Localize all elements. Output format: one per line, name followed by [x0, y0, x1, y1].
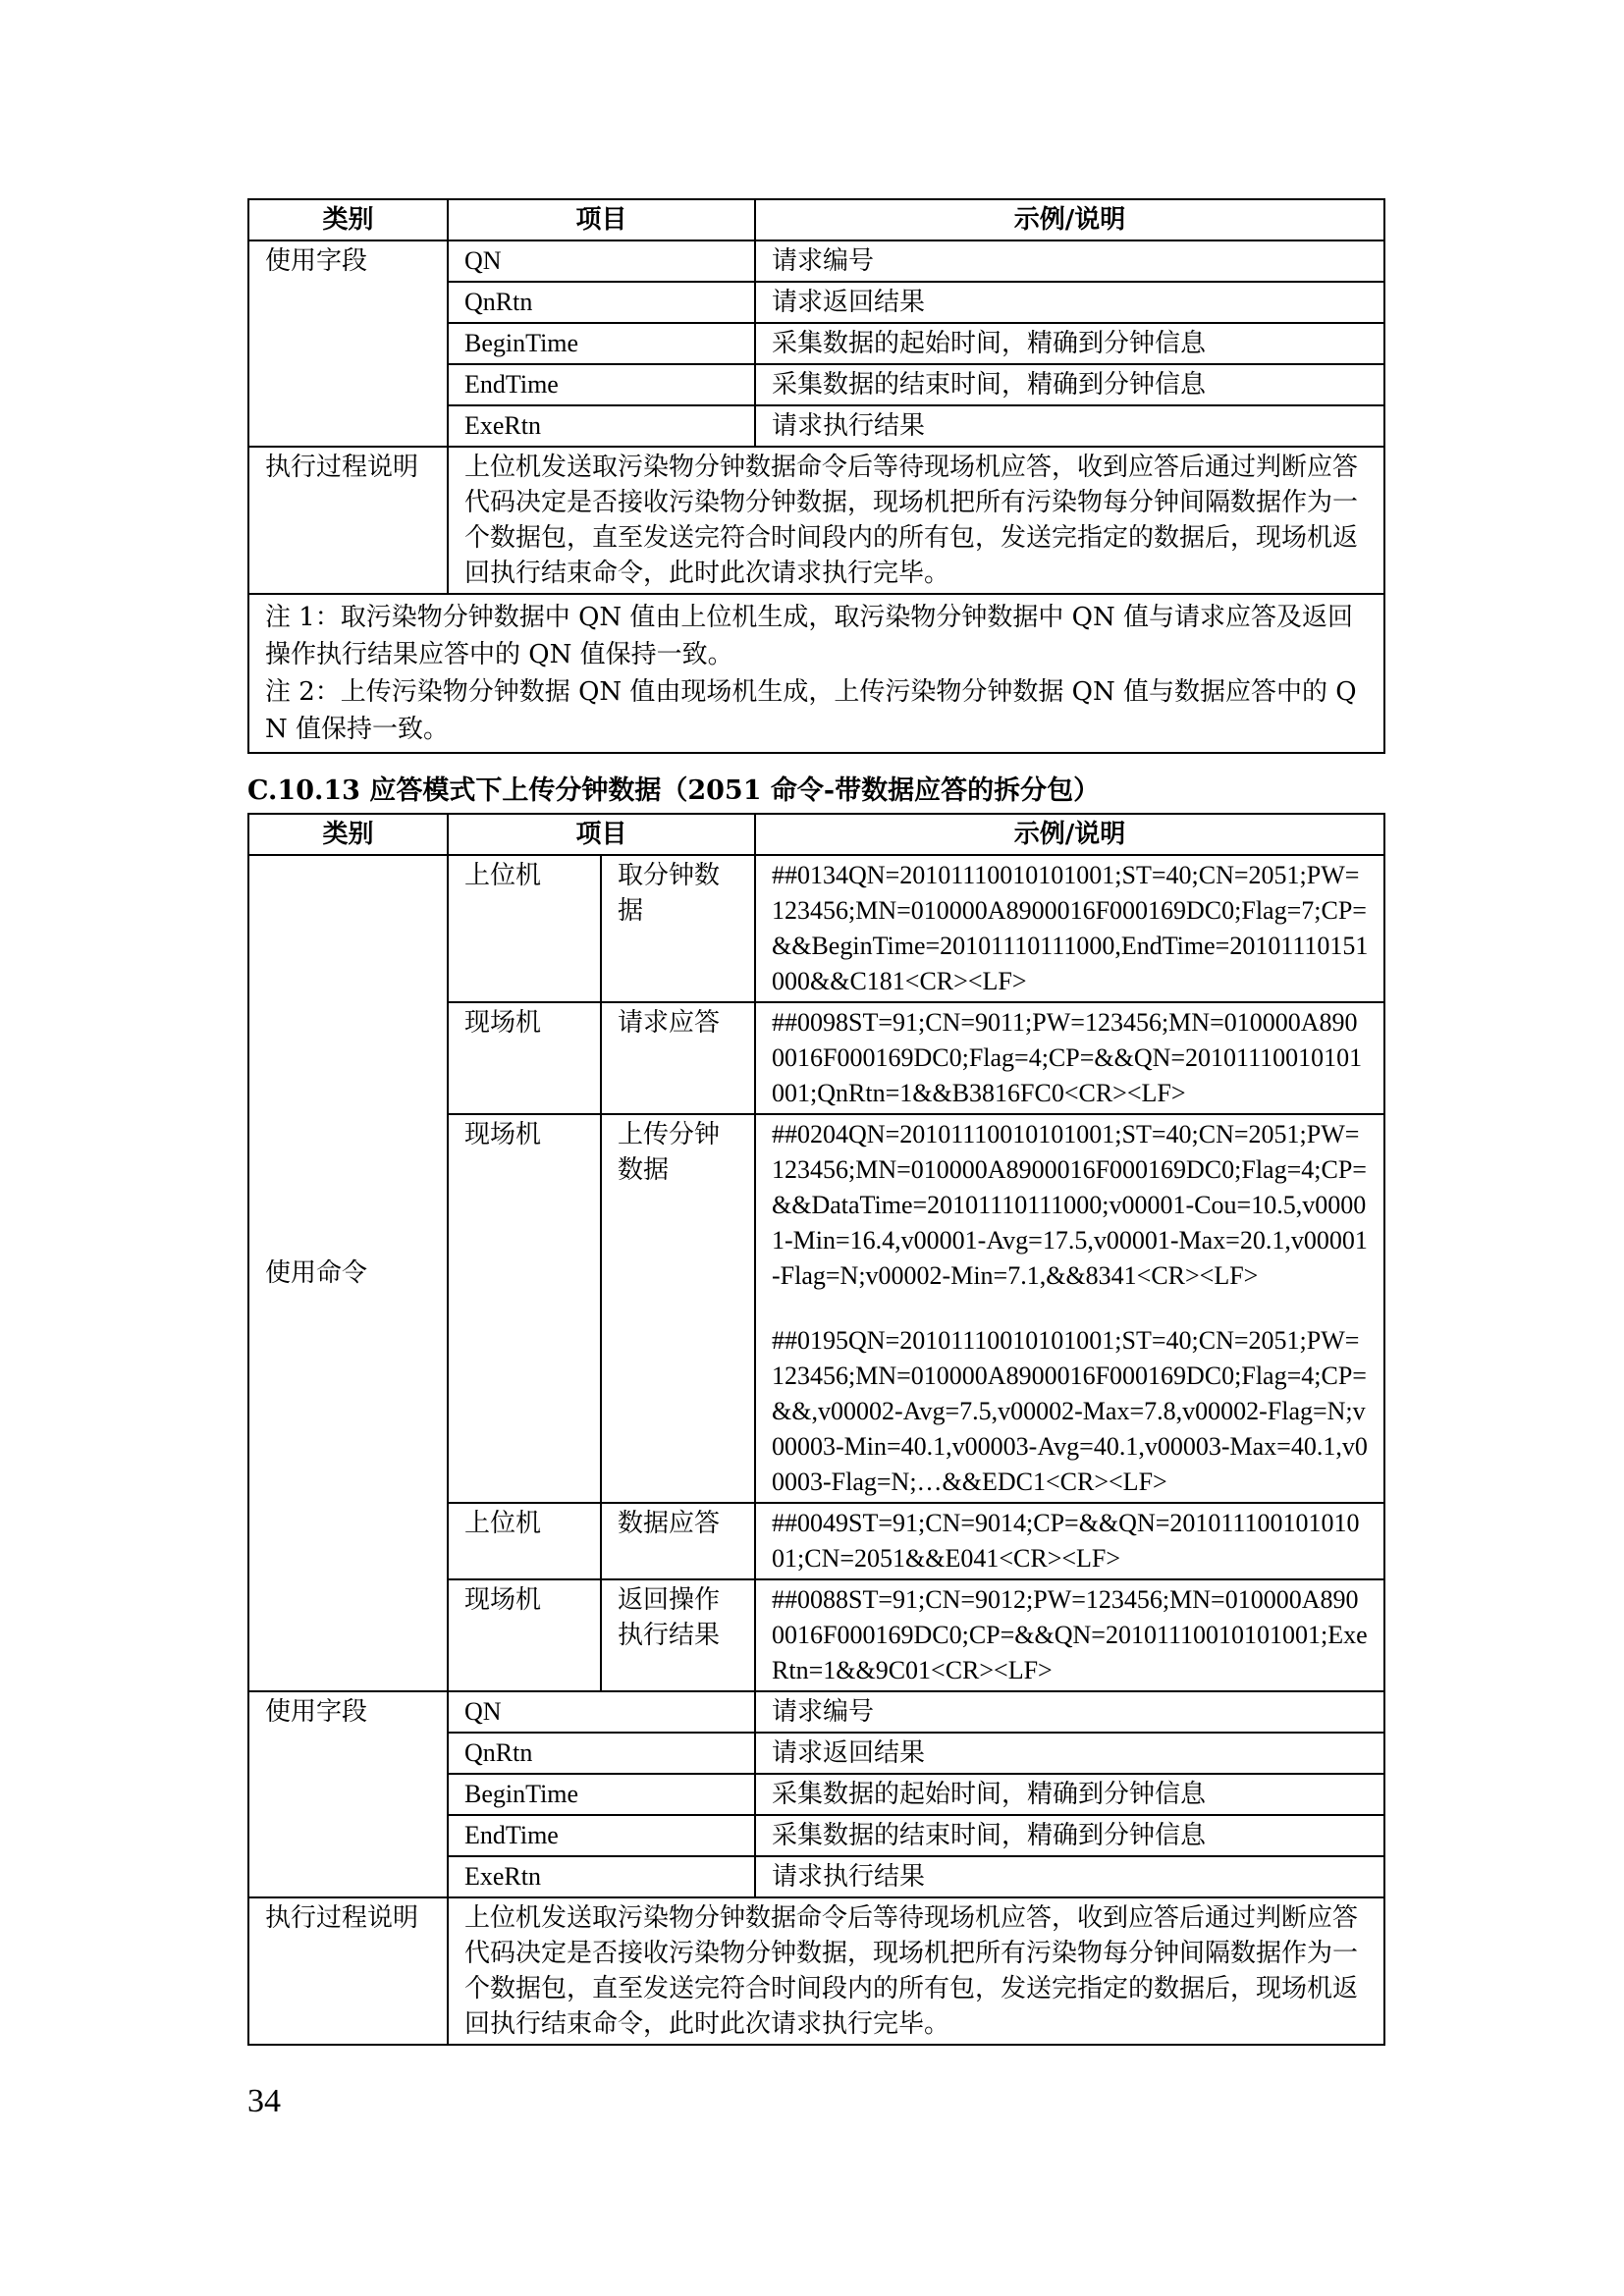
command-example: ##0088ST=91;CN=9012;PW=123456;MN=010000A8900016F000169DC0;CP=&&QN=20101110010101001;ExeRtn=1&&9C01<CR><LF> [755, 1579, 1384, 1691]
process-label: 执行过程说明 [248, 1897, 448, 2045]
field-name: BeginTime [448, 323, 755, 364]
table-row [248, 1691, 1384, 1733]
header-example: 示例/说明 [755, 814, 1384, 855]
command-example-2: ##0195QN=20101110010101001;ST=40;CN=2051;PW=123456;MN=010000A8900016F000169DC0;Flag=4;CP=&&,v00002-Avg=7.5,v00002-Max=7.8,v00002-Flag=N;v00003-Min=40.1,v00003-Avg=40.1,v00003-Max=40.1,v00003-Flag=N;…&&EDC1<CR><LF> [772, 1326, 1368, 1496]
header-category: 类别 [248, 814, 448, 855]
field-name: ExeRtn [448, 405, 755, 447]
field-desc: 采集数据的起始时间，精确到分钟信息 [755, 323, 1384, 364]
field-name: QnRtn [448, 1733, 755, 1774]
command-action: 上传分钟数据 [601, 1114, 755, 1503]
header-category: 类别 [248, 199, 448, 240]
fields-table-continued [247, 198, 1385, 754]
field-name: QnRtn [448, 282, 755, 323]
command-action: 取分钟数据 [601, 855, 755, 1002]
field-desc: 请求执行结果 [755, 1856, 1384, 1897]
command-party: 现场机 [448, 1002, 601, 1114]
notes-cell [248, 594, 1384, 753]
process-text: 上位机发送取污染物分钟数据命令后等待现场机应答，收到应答后通过判断应答代码决定是否接收污染物分钟数据，现场机把所有污染物每分钟间隔数据作为一个数据包，直至发送完符合时间段内的所有包，发送完指定的数据后，现场机返回执行结束命令，此时此次请求执行完毕。 [448, 1897, 1384, 2045]
field-desc: 请求编号 [755, 240, 1384, 282]
table-row [248, 240, 1384, 282]
table-row [248, 1897, 1384, 2045]
command-table [247, 813, 1385, 2046]
table-row [248, 855, 1384, 1002]
command-party: 上位机 [448, 1503, 601, 1579]
field-name: ExeRtn [448, 1856, 755, 1897]
field-name: BeginTime [448, 1774, 755, 1815]
process-label: 执行过程说明 [248, 447, 448, 594]
commands-label: 使用命令 [248, 855, 448, 1691]
command-party: 现场机 [448, 1114, 601, 1503]
command-action: 请求应答 [601, 1002, 755, 1114]
field-name: EndTime [448, 364, 755, 405]
fields-label: 使用字段 [248, 240, 448, 447]
field-desc: 请求执行结果 [755, 405, 1384, 447]
command-action: 数据应答 [601, 1503, 755, 1579]
field-desc: 采集数据的结束时间，精确到分钟信息 [755, 1815, 1384, 1856]
field-name: QN [448, 240, 755, 282]
process-text: 上位机发送取污染物分钟数据命令后等待现场机应答，收到应答后通过判断应答代码决定是否接收污染物分钟数据，现场机把所有污染物每分钟间隔数据作为一个数据包，直至发送完符合时间段内的所有包，发送完指定的数据后，现场机返回执行结束命令，此时此次请求执行完毕。 [448, 447, 1384, 594]
field-desc: 请求返回结果 [755, 1733, 1384, 1774]
section-title: C.10.13 应答模式下上传分钟数据（2051 命令-带数据应答的拆分包） [247, 775, 1101, 806]
table-header-row [248, 814, 1384, 855]
field-desc: 采集数据的起始时间，精确到分钟信息 [755, 1774, 1384, 1815]
field-desc: 请求返回结果 [755, 282, 1384, 323]
field-name: QN [448, 1691, 755, 1733]
command-example-group [755, 1114, 1384, 1503]
table-row [248, 447, 1384, 594]
command-party: 上位机 [448, 855, 601, 1002]
field-desc: 采集数据的结束时间，精确到分钟信息 [755, 364, 1384, 405]
header-item: 项目 [448, 199, 755, 240]
command-example: ##0049ST=91;CN=9014;CP=&&QN=20101110010101001;CN=2051&&E041<CR><LF> [755, 1503, 1384, 1579]
note-2: 注 2：上传污染物分钟数据 QN 值由现场机生成，上传污染物分钟数据 QN 值与数据应答中的 QN 值保持一致。 [265, 677, 1357, 744]
header-example: 示例/说明 [755, 199, 1384, 240]
table-header-row [248, 199, 1384, 240]
command-action: 返回操作执行结果 [601, 1579, 755, 1691]
command-party: 现场机 [448, 1579, 601, 1691]
field-name: EndTime [448, 1815, 755, 1856]
example-spacer [772, 1294, 1370, 1323]
command-example: ##0204QN=20101110010101001;ST=40;CN=2051;PW=123456;MN=010000A8900016F000169DC0;Flag=4;CP=&&DataTime=20101110111000;v00001-Cou=10.5,v00001-Min=16.4,v00001-Avg=17.5,v00001-Max=20.1,v00001-Flag=N;v00002-Min=7.1,&&8341<CR><LF> [772, 1120, 1368, 1290]
header-item: 项目 [448, 814, 755, 855]
command-example: ##0134QN=20101110010101001;ST=40;CN=2051;PW=123456;MN=010000A8900016F000169DC0;Flag=7;CP=&&BeginTime=20101110111000,EndTime=20101110151000&&C181<CR><LF> [755, 855, 1384, 1002]
command-example: ##0098ST=91;CN=9011;PW=123456;MN=010000A8900016F000169DC0;Flag=4;CP=&&QN=20101110010101001;QnRtn=1&&B3816FC0<CR><LF> [755, 1002, 1384, 1114]
field-desc: 请求编号 [755, 1691, 1384, 1733]
notes-row [248, 594, 1384, 753]
page-number: 34 [247, 2083, 281, 2119]
document-page [247, 198, 1383, 2046]
note-1: 注 1：取污染物分钟数据中 QN 值由上位机生成，取污染物分钟数据中 QN 值与请求应答及返回操作执行结果应答中的 QN 值保持一致。 [265, 603, 1353, 669]
fields-label: 使用字段 [248, 1691, 448, 1897]
